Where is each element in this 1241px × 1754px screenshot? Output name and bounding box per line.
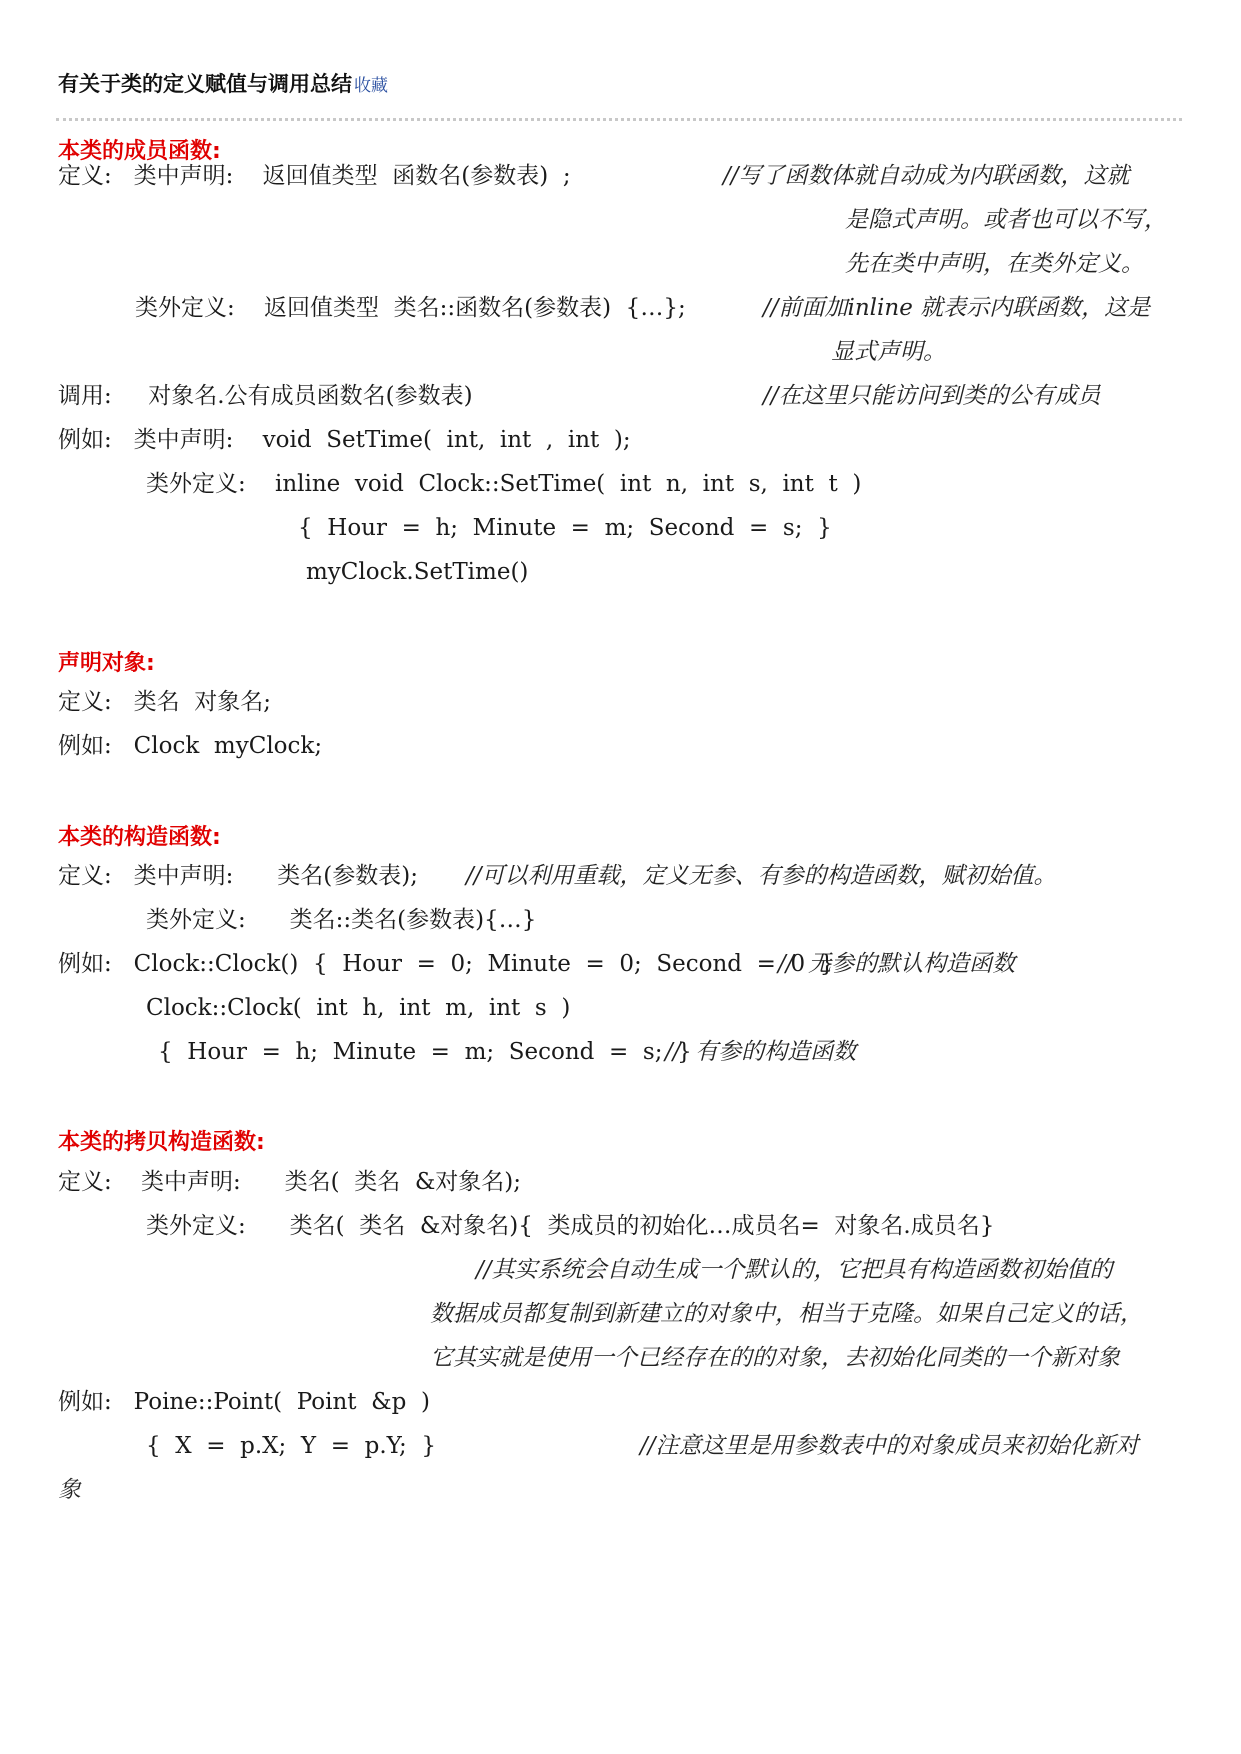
ctor-example-3-comment: // 有参的构造函数 bbox=[665, 1039, 857, 1065]
copy-example-2-comment-tail: 象 bbox=[58, 1477, 81, 1503]
page-title bbox=[58, 68, 388, 98]
member-outer-line: 类外定义: 返回值类型 类名::函数名(参数表) {…}; bbox=[135, 295, 686, 321]
heading-declare-object: 声明对象: bbox=[58, 651, 155, 676]
heading-member-functions: 本类的成员函数: bbox=[58, 139, 221, 164]
object-def-line: 定义: 类名 对象名; bbox=[58, 689, 272, 715]
member-outer-comment-2: 显式声明。 bbox=[831, 339, 946, 365]
member-call-line: 调用: 对象名.公有成员函数名(参数表) bbox=[58, 383, 473, 409]
dotted-divider bbox=[56, 118, 1182, 121]
copy-comment-1: //其实系统会自动生成一个默认的，它把具有构造函数初始值的 bbox=[476, 1257, 1113, 1283]
member-def-line: 定义: 类中声明: 返回值类型 函数名(参数表) ; bbox=[58, 163, 571, 189]
copy-example-1: 例如: Poine::Point( Point &p ) bbox=[58, 1389, 430, 1415]
member-example-1: 例如: 类中声明: void SetTime( int, int , int ); bbox=[58, 427, 631, 453]
member-example-2: 类外定义: inline void Clock::SetTime( int n, int s, int t ) bbox=[146, 471, 862, 497]
ctor-example-3: { Hour = h; Minute = m; Second = s; } bbox=[158, 1039, 692, 1065]
copy-comment-2: 数据成员都复制到新建立的对象中，相当于克隆。如果自己定义的话， bbox=[430, 1301, 1143, 1327]
member-def-comment-3: 先在类中声明，在类外定义。 bbox=[845, 251, 1144, 277]
copy-outer-line: 类外定义: 类名( 类名 &对象名){ 类成员的初始化…成员名= 对象名.成员名} bbox=[146, 1213, 995, 1239]
member-def-comment-2: 是隐式声明。或者也可以不写， bbox=[845, 207, 1167, 233]
ctor-def-line: 定义: 类中声明: 类名(参数表); bbox=[58, 863, 418, 889]
ctor-def-comment: //可以利用重载，定义无参、有参的构造函数，赋初始值。 bbox=[466, 863, 1057, 889]
ctor-example-1: 例如: Clock::Clock() { Hour = 0; Minute = 0; Second = 0 } bbox=[58, 951, 835, 977]
title-text: 有关于类的定义赋值与调用总结 bbox=[58, 72, 352, 96]
heading-constructor: 本类的构造函数: bbox=[58, 825, 221, 850]
member-def-comment-1: //写了函数体就自动成为内联函数，这就 bbox=[723, 163, 1130, 189]
member-call-comment: //在这里只能访问到类的公有成员 bbox=[763, 383, 1101, 409]
ctor-example-2: Clock::Clock( int h, int m, int s ) bbox=[146, 995, 571, 1021]
copy-comment-3: 它其实就是使用一个已经存在的的对象，去初始化同类的一个新对象 bbox=[430, 1345, 1120, 1371]
ctor-outer-line: 类外定义: 类名::类名(参数表){…} bbox=[146, 907, 537, 933]
copy-def-line: 定义: 类中声明: 类名( 类名 &对象名); bbox=[58, 1169, 522, 1195]
member-outer-comment-1: //前面加inline 就表示内联函数，这是 bbox=[763, 295, 1151, 321]
object-example-line: 例如: Clock myClock; bbox=[58, 733, 323, 759]
copy-example-2: { X = p.X; Y = p.Y; } bbox=[146, 1433, 437, 1459]
copy-example-2-comment: //注意这里是用参数表中的对象成员来初始化新对 bbox=[640, 1433, 1139, 1459]
member-example-3: { Hour = h; Minute = m; Second = s; } bbox=[298, 515, 832, 541]
heading-copy-constructor: 本类的拷贝构造函数: bbox=[58, 1130, 265, 1155]
favorite-link[interactable]: 收藏 bbox=[354, 76, 388, 96]
member-example-4: myClock.SetTime() bbox=[306, 559, 529, 585]
ctor-example-1-comment: // 无参的默认构造函数 bbox=[778, 951, 1016, 977]
